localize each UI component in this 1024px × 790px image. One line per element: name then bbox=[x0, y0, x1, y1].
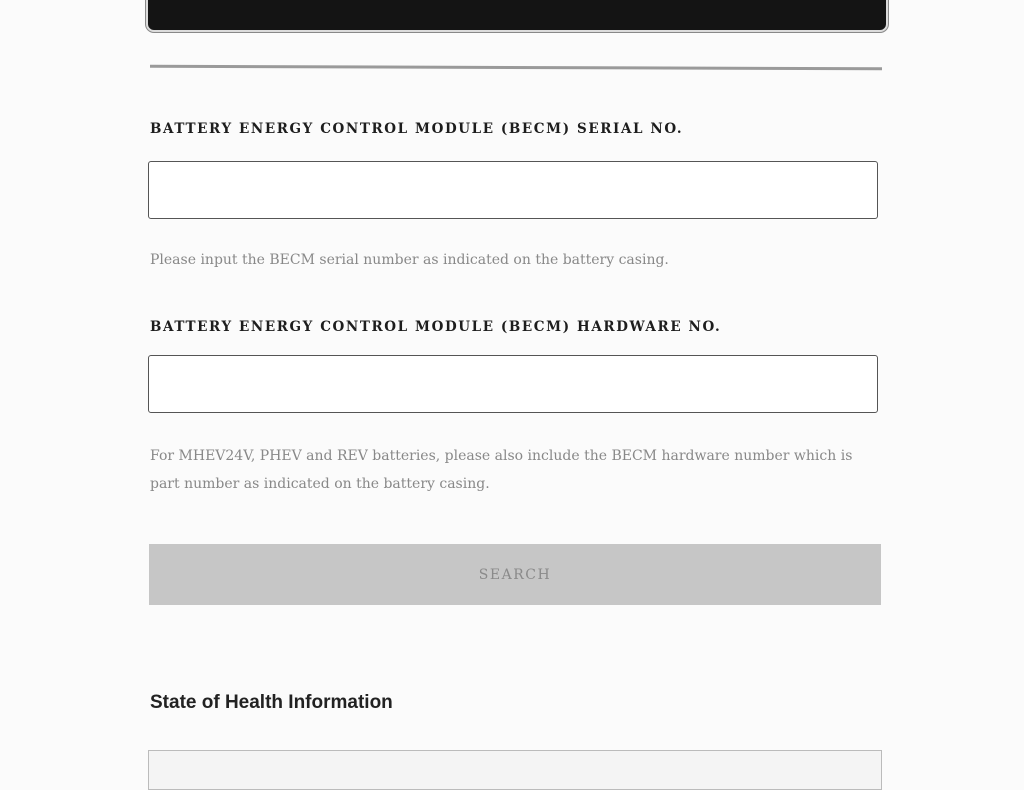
divider bbox=[150, 65, 882, 71]
soh-heading: State of Health Information bbox=[150, 692, 393, 713]
becm-serial-input[interactable] bbox=[148, 161, 878, 219]
soh-info-box bbox=[148, 750, 882, 790]
becm-serial-label: BATTERY ENERGY CONTROL MODULE (BECM) SERIAL NO. bbox=[150, 121, 684, 137]
becm-hardware-help: For MHEV24V, PHEV and REV batteries, please also include the BECM hardware number which is part number as indicated on the battery casing. bbox=[150, 448, 853, 492]
becm-hardware-input[interactable] bbox=[148, 355, 878, 413]
search-button[interactable]: SEARCH bbox=[149, 544, 881, 605]
becm-serial-help: Please input the BECM serial number as indicated on the battery casing. bbox=[150, 252, 669, 268]
becm-hardware-label: BATTERY ENERGY CONTROL MODULE (BECM) HARDWARE NO. bbox=[150, 319, 722, 335]
top-banner bbox=[146, 0, 888, 32]
